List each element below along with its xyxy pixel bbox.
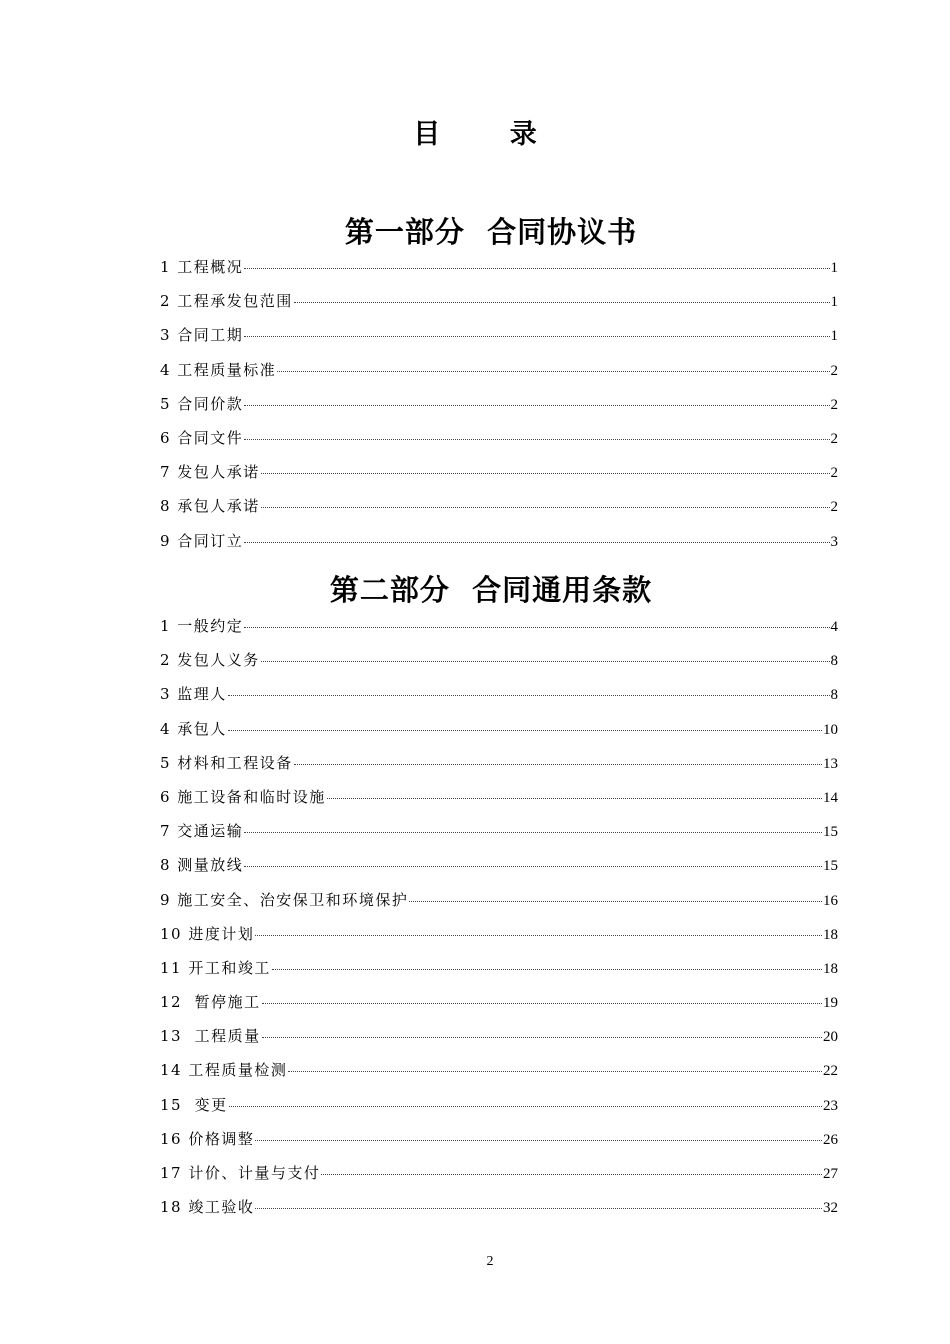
toc-entry-label: 1 一般约定	[160, 617, 244, 635]
toc-dot-leader	[244, 336, 829, 337]
toc-entry-label: 12 暂停施工	[160, 993, 261, 1012]
toc-dot-leader	[327, 798, 822, 799]
toc-dot-leader	[255, 1208, 822, 1209]
toc-entry-label: 4 承包人	[160, 719, 227, 738]
toc-entry-label: 18 竣工验收	[160, 1198, 255, 1217]
toc-dot-leader	[228, 695, 830, 696]
toc-entry-page: 8	[830, 687, 838, 704]
part1-toc-list	[160, 258, 838, 566]
toc-entry-label: 7 交通运输	[160, 822, 244, 841]
part2-heading: 第二部分 合同通用条款	[329, 573, 653, 607]
toc-entry[interactable]	[160, 617, 838, 651]
toc-entry-page: 2	[830, 430, 838, 447]
toc-entry-page: 26	[823, 1131, 838, 1148]
toc-entry[interactable]	[160, 532, 838, 566]
toc-entry[interactable]	[160, 429, 838, 463]
toc-entry-page: 1	[830, 294, 838, 311]
toc-dot-leader	[255, 935, 822, 936]
toc-entry-label: 5 合同价款	[160, 394, 244, 413]
toc-entry[interactable]	[160, 326, 838, 360]
toc-dot-leader	[244, 627, 829, 628]
toc-entry[interactable]	[160, 1198, 838, 1232]
toc-entry[interactable]	[160, 1027, 838, 1061]
toc-dot-leader	[244, 832, 822, 833]
toc-entry[interactable]	[160, 856, 838, 890]
toc-entry-page: 19	[823, 995, 838, 1012]
toc-entry[interactable]	[160, 258, 838, 292]
toc-entry-label: 9 合同订立	[160, 531, 244, 550]
part2-toc-list	[160, 617, 838, 1232]
toc-dot-leader	[262, 1003, 822, 1004]
toc-entry-page: 2	[830, 499, 838, 516]
toc-entry-label: 13 工程质量	[160, 1027, 261, 1046]
toc-entry-page: 1	[830, 328, 838, 345]
toc-dot-leader	[244, 268, 829, 269]
toc-dot-leader	[244, 439, 829, 440]
toc-entry[interactable]	[160, 788, 838, 822]
toc-entry-label: 8 测量放线	[160, 856, 244, 875]
toc-dot-leader	[409, 901, 822, 902]
toc-entry-label: 8 承包人承诺	[160, 497, 260, 516]
toc-entry-label: 7 发包人承诺	[160, 463, 260, 482]
toc-entry-page: 1	[830, 260, 838, 276]
toc-dot-leader	[244, 542, 829, 543]
toc-entry[interactable]	[160, 993, 838, 1027]
toc-entry-label: 17 计价、计量与支付	[160, 1164, 321, 1182]
toc-title: 目 录	[413, 119, 567, 150]
toc-entry-label: 5 材料和工程设备	[160, 753, 293, 772]
toc-entry[interactable]	[160, 651, 838, 685]
toc-dot-leader	[229, 1106, 822, 1107]
toc-dot-leader	[244, 405, 829, 406]
toc-entry-label: 2 工程承发包范围	[160, 292, 293, 311]
toc-entry[interactable]	[160, 720, 838, 754]
toc-entry-label: 2 发包人义务	[160, 651, 260, 670]
toc-entry-label: 11 开工和竣工	[160, 958, 271, 977]
toc-entry[interactable]	[160, 463, 838, 497]
toc-entry-page: 18	[823, 926, 838, 943]
toc-entry-page: 13	[823, 755, 838, 772]
toc-dot-leader	[294, 302, 830, 303]
toc-dot-leader	[228, 730, 822, 731]
toc-entry[interactable]	[160, 292, 838, 326]
toc-entry-page: 3	[830, 533, 838, 550]
toc-entry[interactable]	[160, 925, 838, 959]
toc-dot-leader	[255, 1140, 822, 1141]
toc-entry-page: 2	[830, 465, 838, 482]
toc-entry-page: 15	[823, 824, 838, 841]
toc-dot-leader	[262, 1037, 822, 1038]
toc-dot-leader	[272, 969, 822, 970]
toc-entry-page: 27	[823, 1166, 838, 1182]
toc-entry-label: 4 工程质量标准	[160, 360, 277, 379]
toc-dot-leader	[261, 661, 830, 662]
toc-entry-page: 15	[823, 858, 838, 875]
toc-entry-label: 3 合同工期	[160, 326, 244, 345]
toc-dot-leader	[294, 764, 822, 765]
toc-entry-page: 4	[830, 619, 838, 635]
toc-entry-label: 3 监理人	[160, 685, 227, 704]
toc-entry[interactable]	[160, 891, 838, 925]
toc-entry-page: 8	[830, 653, 838, 670]
toc-entry[interactable]	[160, 1096, 838, 1130]
toc-dot-leader	[288, 1071, 822, 1072]
toc-dot-leader	[277, 371, 829, 372]
toc-entry-page: 2	[830, 396, 838, 413]
toc-entry-page: 32	[823, 1200, 838, 1217]
toc-entry-label: 15 变更	[160, 1095, 228, 1114]
toc-entry-label: 6 施工设备和临时设施	[160, 787, 326, 806]
toc-entry-label: 16 价格调整	[160, 1129, 255, 1148]
toc-entry[interactable]	[160, 685, 838, 719]
toc-entry-label: 9 施工安全、治安保卫和环境保护	[160, 890, 409, 909]
toc-dot-leader	[244, 866, 822, 867]
toc-entry-label: 14 工程质量检测	[160, 1061, 288, 1080]
toc-entry[interactable]	[160, 497, 838, 531]
toc-entry-page: 10	[823, 721, 838, 738]
part1-heading: 第一部分 合同协议书	[344, 215, 638, 249]
toc-entry-label: 1 工程概况	[160, 258, 244, 276]
toc-entry-page: 2	[830, 362, 838, 379]
toc-entry[interactable]	[160, 1130, 838, 1164]
toc-dot-leader	[261, 473, 830, 474]
toc-entry[interactable]	[160, 395, 838, 429]
toc-entry-page: 22	[823, 1063, 838, 1080]
toc-entry[interactable]	[160, 1164, 838, 1198]
toc-entry-page: 23	[823, 1097, 838, 1114]
toc-entry-page: 18	[823, 960, 838, 977]
toc-entry-page: 20	[823, 1029, 838, 1046]
toc-dot-leader	[321, 1174, 822, 1175]
toc-entry-page: 14	[823, 789, 838, 806]
toc-entry[interactable]	[160, 1061, 838, 1095]
toc-entry[interactable]	[160, 822, 838, 856]
toc-entry-label: 10 进度计划	[160, 924, 255, 943]
toc-entry-label: 6 合同文件	[160, 428, 244, 447]
toc-entry[interactable]	[160, 754, 838, 788]
toc-dot-leader	[261, 507, 830, 508]
toc-entry[interactable]	[160, 361, 838, 395]
page-number: 2	[486, 1254, 494, 1269]
toc-entry-page: 16	[823, 892, 838, 909]
toc-entry[interactable]	[160, 959, 838, 993]
